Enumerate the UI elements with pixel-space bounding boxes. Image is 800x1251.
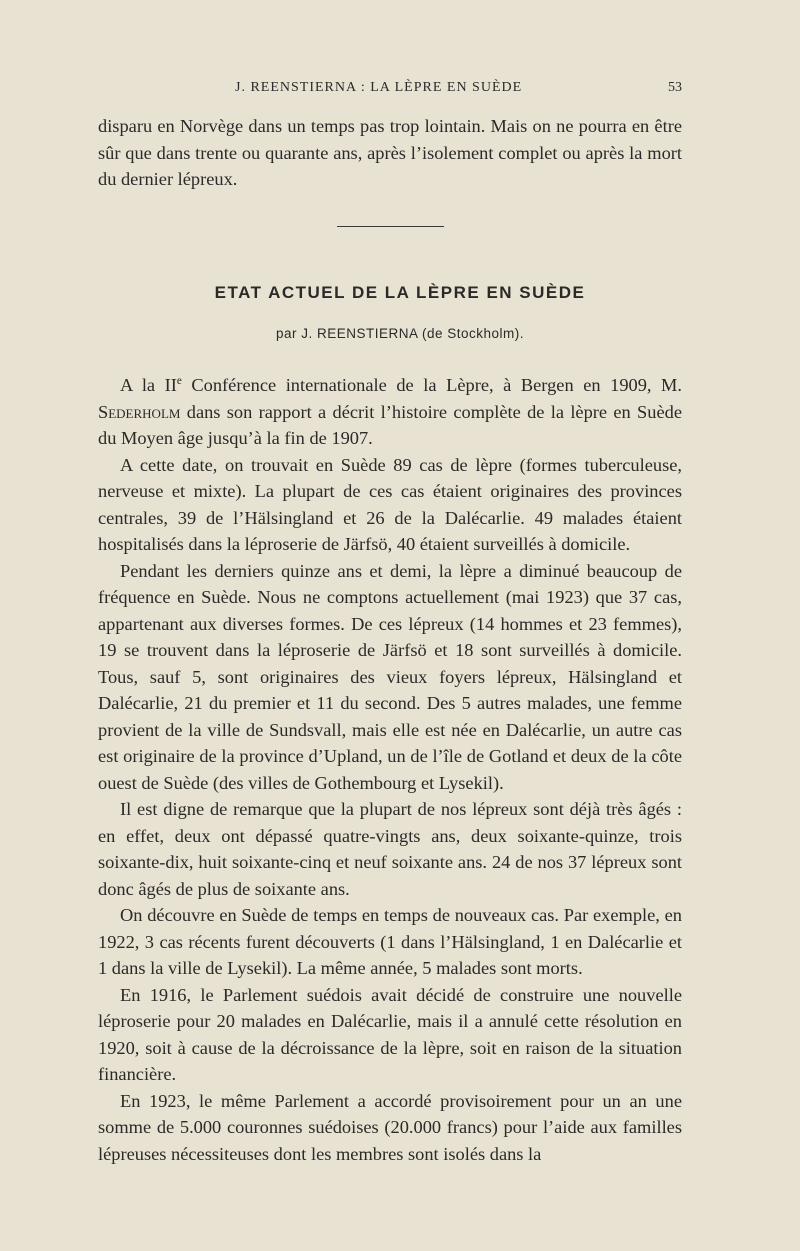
page-number: 53 bbox=[668, 80, 682, 95]
paragraph-1-start: A la II bbox=[120, 375, 177, 395]
article-body bbox=[98, 372, 682, 1167]
article-byline: par J. REENSTIERNA (de Stockholm). bbox=[275, 326, 525, 341]
paragraph-3: Pendant les derniers quinze ans et demi, la lèpre a diminué beaucoup de fréquence en Suède. Nous ne comptons actuellement (mai 1923) que 37 cas, appartenant aux diverses formes. De ces lépreux (14 hommes et 23 femmes), 19 se trouvent dans la léproserie de Järfsö et 18 sont surveillés à domicile. Tous, sauf 5, sont originaires des vieux foyers lépreux, Hälsingland et Dalécarlie, 21 du premier et 11 du second. Des 5 autres malades, une femme provient de la ville de Sundsvall, mais elle est née en Dalécarlie, un autre cas est originaire de la province d’Upland, un de l’île de Gotland et deux de la côte ouest de Suède (des villes de Gothembourg et Lysekil). bbox=[98, 560, 682, 793]
article-title: ETAT ACTUEL DE LA LÈPRE EN SUÈDE bbox=[214, 283, 586, 302]
paragraph-1-middle: Conférence internationale de la Lèpre, à Bergen en 1909, M. bbox=[181, 375, 683, 395]
intro-paragraph: disparu en Norvège dans un temps pas trop lointain. Mais on ne pourra en être sûr que dans trente ou quarante ans, après l’isolement complet ou après la mort du dernier lépreux. bbox=[98, 116, 682, 189]
ordinal-superscript: e bbox=[176, 374, 182, 387]
paragraph-1-end: dans son rapport a décrit l’histoire complète de la lèpre en Suède du Moyen âge jusqu’à la fin de 1907. bbox=[98, 401, 682, 448]
paragraph-5: On découvre en Suède de temps en temps de nouveaux cas. Par exemple, en 1922, 3 cas récents furent découverts (1 dans l’Hälsingland, 1 en Dalécarlie et 1 dans la ville de Lysekil). La même année, 5 malades sont morts. bbox=[98, 905, 682, 978]
paragraph-4: Il est digne de remarque que la plupart de nos lépreux sont déjà très âgés : en effet, deux ont dépassé quatre-vingts ans, deux soixante-quinze, trois soixante-dix, huit soixante-cinq et neuf soixante ans. 24 de nos 37 lépreux sont donc âgés de plus de soixante ans. bbox=[98, 799, 682, 899]
paragraph-6: En 1916, le Parlement suédois avait décidé de construire une nouvelle léproserie pour 20 malades en Dalécarlie, mais il a annulé cette résolution en 1920, soit à cause de la décroissance de la lèpre, soit en raison de la situation financière. bbox=[98, 984, 682, 1084]
paragraph-2: A cette date, on trouvait en Suède 89 cas de lèpre (formes tuberculeuse, nerveuse et mixte). La plupart de ces cas étaient originaires des provinces centrales, 39 de l’Hälsingland et 26 de la Dalécarlie. 49 malades étaient hospitalisés dans la léproserie de Järfsö, 40 étaient surveillés à domicile. bbox=[98, 454, 682, 554]
running-header bbox=[0, 80, 800, 102]
author-name-sederholm: Sederholm bbox=[98, 401, 181, 422]
intro-paragraph-block bbox=[98, 113, 682, 193]
running-title: J. REENSTIERNA : LA LÈPRE EN SUÈDE bbox=[235, 80, 523, 95]
paragraph-1 bbox=[98, 372, 682, 452]
paragraph-7: En 1923, le même Parlement a accordé provisoirement pour un an une somme de 5.000 couronnes suédoises (20.000 francs) pour l’aide aux familles lépreuses nécessiteuses dont les membres sont isolés dans la bbox=[98, 1090, 682, 1164]
section-divider bbox=[337, 226, 444, 227]
